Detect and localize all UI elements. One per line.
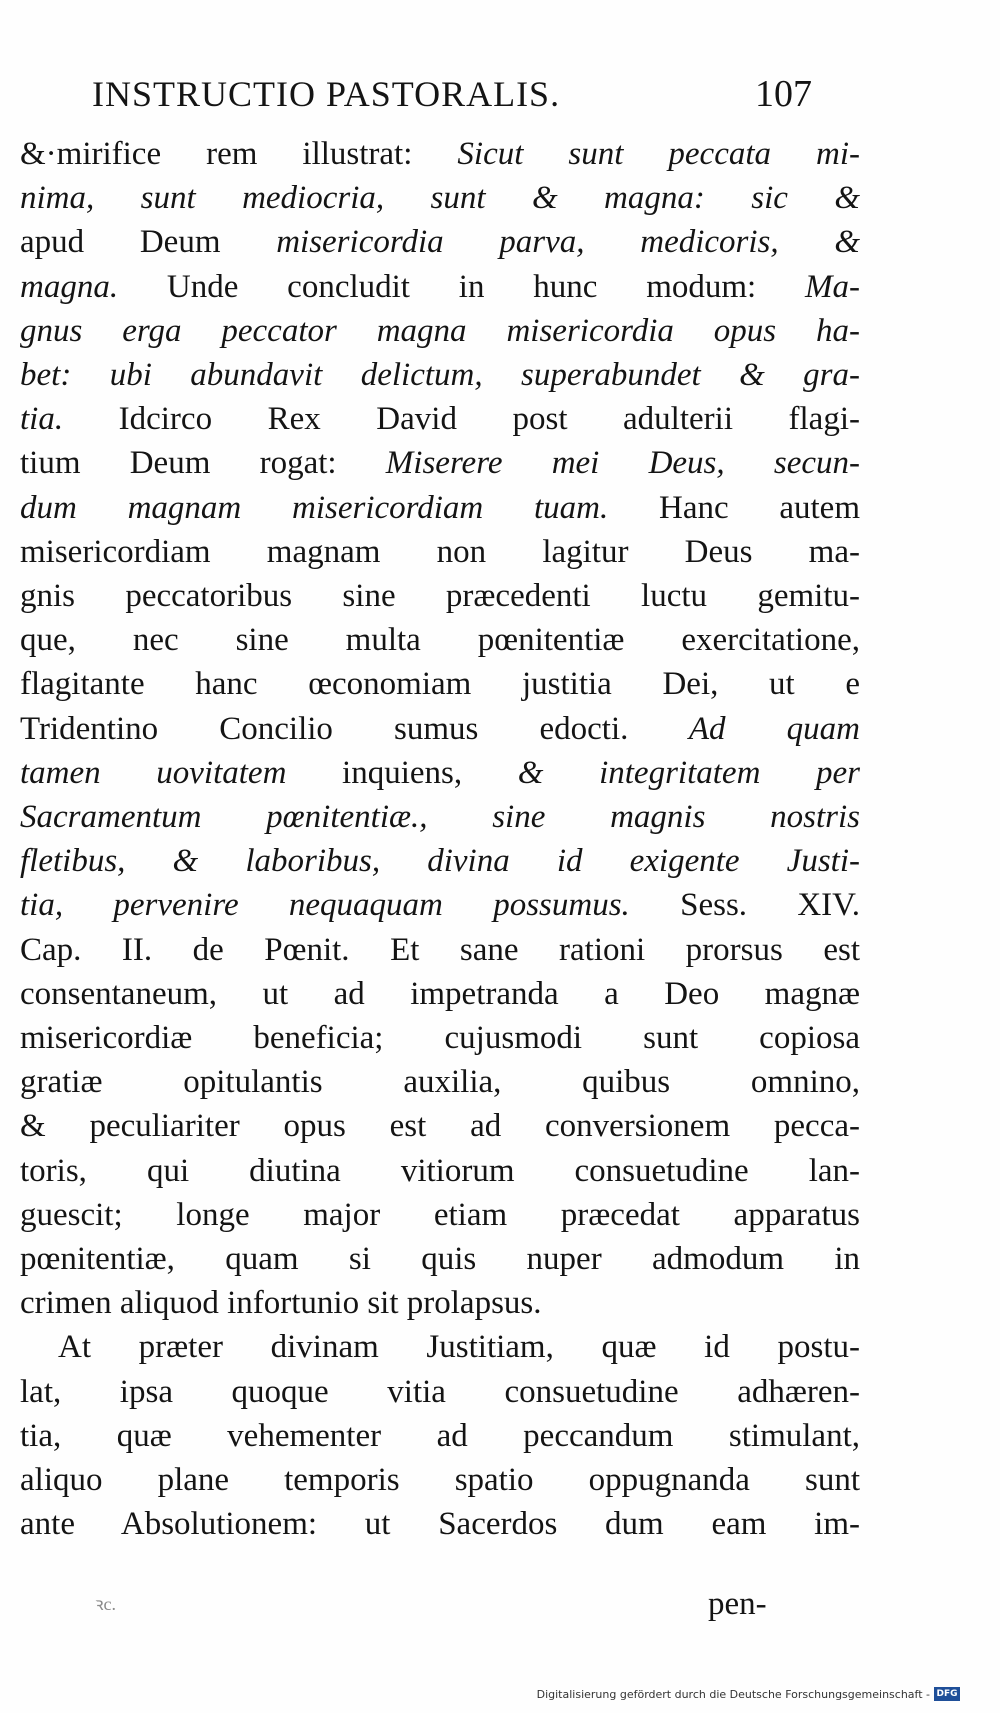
text-segment: apud Deum xyxy=(20,224,277,261)
text-line xyxy=(20,1458,860,1502)
text-line xyxy=(20,928,860,972)
text-line xyxy=(20,883,860,927)
text-segment: At præter divinam Justitiam, quæ id postu- xyxy=(58,1329,860,1366)
text-segment: Cap. II. de Pœnit. Et sane rationi prorsus est xyxy=(20,931,860,968)
text-segment: crimen aliquod infortunio sit prolapsus. xyxy=(20,1285,542,1322)
text-line xyxy=(20,530,860,574)
text-line xyxy=(20,618,860,662)
italic-segment: tamen uovitatem xyxy=(20,754,287,791)
italic-segment: tia. xyxy=(20,401,64,438)
italic-segment: magna. xyxy=(20,268,119,305)
dfg-logo-icon: DFG xyxy=(934,1687,960,1701)
text-line xyxy=(20,751,860,795)
text-line xyxy=(20,707,860,751)
text-line xyxy=(20,972,860,1016)
italic-segment: fletibus, & laboribus, divina id exigente Justi- xyxy=(20,843,860,880)
text-line xyxy=(20,1104,860,1148)
running-title: INSTRUCTIO PASTORALIS. xyxy=(92,74,561,114)
digitization-credit xyxy=(537,1687,960,1701)
text-line xyxy=(20,795,860,839)
italic-segment: Sacramentum pœnitentiæ., sine magnis nostris xyxy=(20,799,860,836)
text-line xyxy=(20,839,860,883)
text-line xyxy=(20,441,860,485)
text-segment: Hanc autem xyxy=(608,489,860,526)
body-text xyxy=(20,132,860,1547)
text-segment: toris, qui diutina vitiorum consuetudine lan- xyxy=(20,1152,860,1189)
text-line xyxy=(20,1149,860,1193)
text-line xyxy=(20,1370,860,1414)
text-segment: gratiæ opitulantis auxilia, quibus omnino, xyxy=(20,1064,860,1101)
text-segment: tia, quæ vehementer ad peccandum stimulant, xyxy=(20,1417,860,1454)
italic-segment: nima, sunt mediocria, sunt & magna: sic & xyxy=(20,180,860,217)
italic-segment: tia, pervenire nequaquam possumus. xyxy=(20,887,630,924)
italic-segment: dum magnam misericordiam tuam. xyxy=(20,489,609,526)
text-line xyxy=(20,265,860,309)
text-line xyxy=(20,486,860,530)
page-header xyxy=(92,72,812,116)
text-line xyxy=(20,220,860,264)
text-line xyxy=(20,1325,860,1369)
text-segment: misericordiam magnam non lagitur Deus ma- xyxy=(20,533,860,570)
text-segment: consentaneum, ut ad impetranda a Deo magnæ xyxy=(20,975,860,1012)
text-segment: Unde concludit in hunc modum: xyxy=(118,268,806,305)
text-segment: guescit; longe major etiam præcedat apparatus xyxy=(20,1196,860,1233)
text-segment: Sess. XIV. xyxy=(629,887,861,924)
text-segment: que, nec sine multa pœnitentiæ exercitatione, xyxy=(20,622,860,659)
text-segment: pœnitentiæ, quam si quis nuper admodum in xyxy=(20,1241,860,1278)
text-segment: inquiens, xyxy=(286,754,518,791)
text-segment: tium Deum rogat: xyxy=(20,445,386,482)
italic-segment: gnus erga peccator magna misericordia opus ha- xyxy=(20,312,860,349)
text-segment: gnis peccatoribus sine præcedenti luctu gemitu- xyxy=(20,578,860,615)
text-segment: misericordiæ beneficia; cujusmodi sunt copiosa xyxy=(20,1020,860,1057)
text-segment: Tridentino Concilio sumus edocti. xyxy=(20,710,629,747)
text-line xyxy=(20,397,860,441)
text-segment: &·mirifice rem illustrat: xyxy=(20,136,458,172)
text-line xyxy=(20,1060,860,1104)
text-line xyxy=(20,1414,860,1458)
text-segment: & peculiariter opus est ad conversionem pecca- xyxy=(20,1108,860,1145)
italic-segment: & integritatem per xyxy=(517,754,861,791)
italic-segment: Ad quam xyxy=(628,710,860,747)
text-segment: Idcirco Rex David post adulterii flagi- xyxy=(63,401,860,438)
text-segment: flagitante hanc œconomiam justitia Dei, ut e xyxy=(20,666,860,703)
text-line xyxy=(20,1193,860,1237)
text-line xyxy=(20,309,860,353)
text-line xyxy=(20,662,860,706)
text-segment: ante Absolutionem: ut Sacerdos dum eam im- xyxy=(20,1506,860,1543)
italic-segment: Sicut sunt peccata mi- xyxy=(457,136,860,172)
text-line xyxy=(20,1281,860,1325)
credit-text: Digitalisierung gefördert durch die Deutsche Forschungsgemeinschaft - xyxy=(536,1687,930,1701)
text-segment: aliquo plane temporis spatio oppugnanda sunt xyxy=(20,1462,860,1499)
italic-segment: Ma- xyxy=(805,268,860,305)
text-line xyxy=(20,132,860,176)
text-line xyxy=(20,176,860,220)
margin-mark: ꝛc. xyxy=(95,1594,117,1614)
italic-segment: misericordia parva, medicoris, & xyxy=(276,224,860,261)
italic-segment: bet: ubi abundavit delictum, superabundet & gra- xyxy=(20,357,860,394)
text-line xyxy=(20,353,860,397)
text-segment: lat, ipsa quoque vitia consuetudine adhæren- xyxy=(20,1373,860,1410)
text-line xyxy=(20,574,860,618)
text-line xyxy=(20,1016,860,1060)
italic-segment: Miserere mei Deus, secun- xyxy=(385,445,860,482)
page-number: 107 xyxy=(755,73,812,115)
catchword: pen- xyxy=(708,1586,767,1622)
text-line xyxy=(20,1237,860,1281)
text-line xyxy=(20,1502,860,1546)
